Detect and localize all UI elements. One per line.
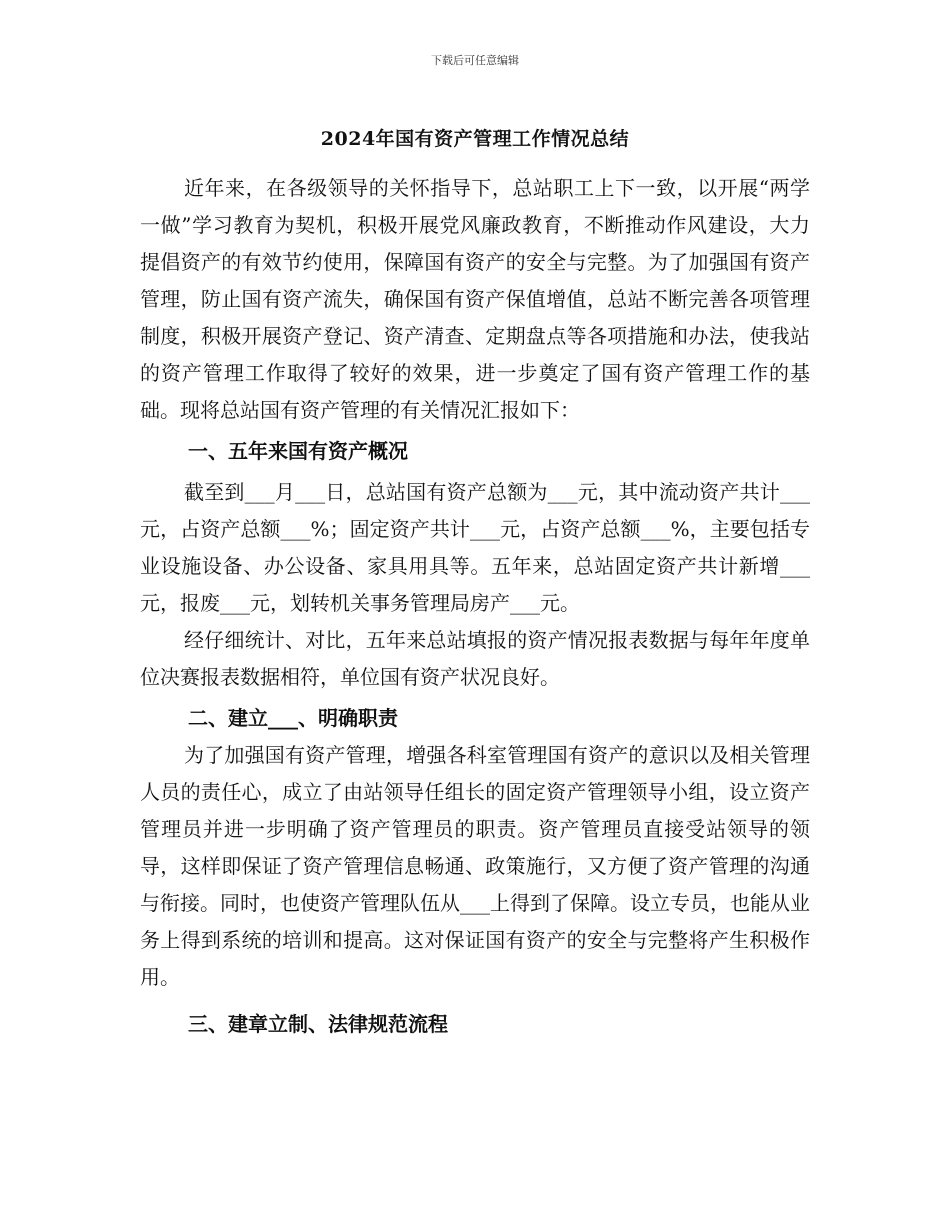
document-title: 2024年国有资产管理工作情况总结	[320, 128, 630, 150]
section-heading-3: 三、建章立制、法律规范流程	[188, 1012, 448, 1036]
download-note: 下载后可任意编辑	[431, 54, 519, 67]
document-body	[140, 170, 810, 1043]
intro-paragraph: 近年来，在各级领导的关怀指导下，总站职工上下一致，以开展“两学一做”学习教育为契机，积极开展党风廉政教育，不断推动作风建设，大力提倡资产的有效节约使用，保障国有资产的安全与完整。为了加强国有资产管理，防止国有资产流失，确保国有资产保值增值，总站不断完善各项管理制度，积极开展资产登记、资产清查、定期盘点等各项措施和办法，使我站的资产管理工作取得了较好的效果，进一步奠定了国有资产管理工作的基础。现将总站国有资产管理的有关情况汇报如下：	[140, 176, 810, 422]
responsibility-paragraph: 为了加强国有资产管理，增强各科室管理国有资产的意识以及相关管理人员的责任心，成立了由站领导任组长的固定资产管理领导小组，设立资产管理员并进一步明确了资产管理员的职责。资产管理员直接受站领导的领导，这样即保证了资产管理信息畅通、政策施行，又方便了资产管理的沟通与衔接。同时，也使资产管理队伍从___上得到了保障。设立专员，也能从业务上得到系统的培训和提高。这对保证国有资产的安全与完整将产生积极作用。	[140, 743, 810, 989]
statistics-paragraph: 经仔细统计、对比，五年来总站填报的资产情况报表数据与每年年度单位决赛报表数据相符，单位国有资产状况良好。	[140, 628, 810, 689]
section-heading-2: 二、建立___、明确职责	[188, 706, 398, 730]
section-heading-1: 一、五年来国有资产概况	[188, 439, 408, 463]
assets-overview-paragraph: 截至到___月___日，总站国有资产总额为___元，其中流动资产共计___元，占资产总额___%；固定资产共计___元，占资产总额___%，主要包括专业设施设备、办公设备、家具用具等。五年来，总站固定资产共计新增___元，报废___元，划转机关事务管理局房产___元。	[140, 480, 810, 615]
